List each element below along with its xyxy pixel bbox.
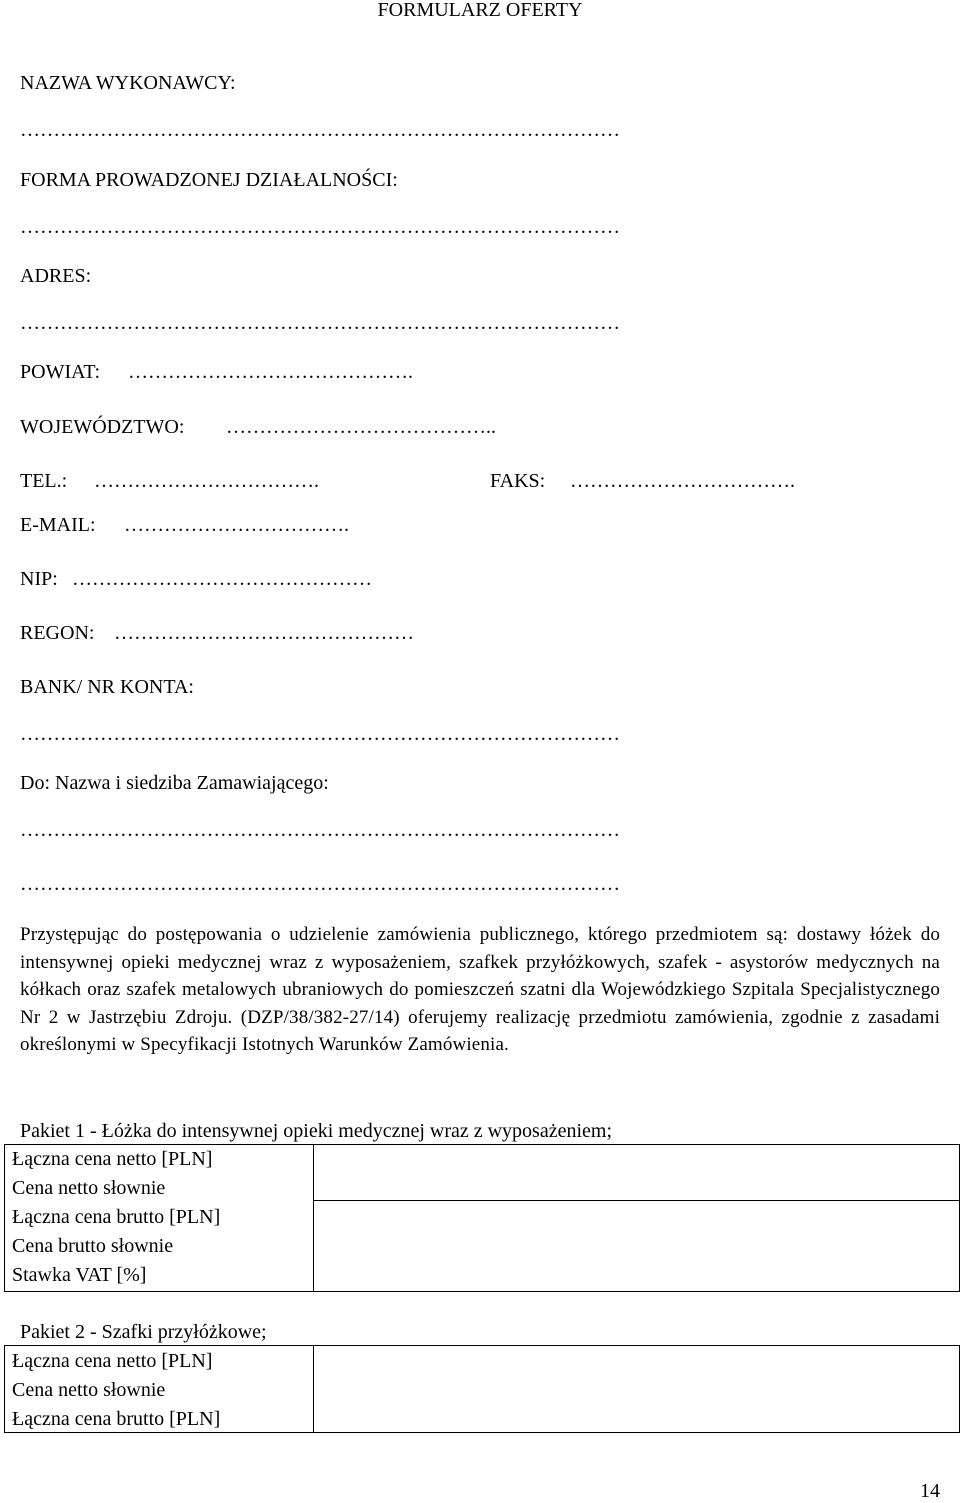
tel-label: TEL.: bbox=[20, 470, 68, 492]
wojewodztwo-field[interactable]: ………………………………….. bbox=[226, 416, 496, 438]
adres-field[interactable]: ……………………………………………………………………………… bbox=[20, 312, 620, 334]
pakiet2-title: Pakiet 2 - Szafki przyłóżkowe; bbox=[20, 1321, 267, 1343]
forma-field[interactable]: ……………………………………………………………………………… bbox=[20, 216, 620, 238]
regon-field[interactable]: ……………………………………… bbox=[114, 622, 414, 644]
wykonawca-label: NAZWA WYKONAWCY: bbox=[20, 72, 236, 94]
pakiet1-row-label: Cena brutto słownie bbox=[12, 1235, 174, 1257]
powiat-label: POWIAT: bbox=[20, 361, 101, 383]
nip-label: NIP: bbox=[20, 568, 58, 590]
forma-label: FORMA PROWADZONEJ DZIAŁALNOŚCI: bbox=[20, 169, 398, 191]
intro-paragraph: Przystępując do postępowania o udzielenie zamówienia publicznego, którego przedmiotem są: dostawy łóżek do intensywnej opieki medycznej wraz z wyposażeniem, szafkek przyłóżkowych, szafek - asystorów medycznych na kółkach oraz szafek metalowych ubraniowych do pomieszczeń szatni dla Wojewódzkiego Szpitala Specjalistycznego Nr 2 w Jastrzębiu Zdroju. (DZP/38/382-27/14) oferujemy realizację przedmiotu zamówienia, zgodnie z zasadami określonymi w Specyfikacji Istotnych Warunków Zamówienia. bbox=[20, 924, 940, 1055]
pakiet1-row-label: Cena netto słownie bbox=[12, 1177, 166, 1199]
powiat-field[interactable]: ……………………………………. bbox=[128, 361, 413, 383]
page-title: FORMULARZ OFERTY bbox=[377, 0, 583, 21]
faks-field[interactable]: ……………………………. bbox=[570, 470, 795, 492]
pakiet1-row-label: Łączna cena netto [PLN] bbox=[12, 1148, 213, 1170]
bank-label: BANK/ NR KONTA: bbox=[20, 676, 194, 698]
pakiet1-value-cell[interactable] bbox=[313, 1200, 960, 1292]
zamawiajacy-field-2[interactable]: ……………………………………………………………………………… bbox=[20, 873, 620, 895]
page-number: 14 bbox=[920, 1480, 940, 1502]
nip-field[interactable]: ……………………………………… bbox=[72, 568, 372, 590]
pakiet1-value-cell[interactable] bbox=[313, 1144, 960, 1201]
wojewodztwo-label: WOJEWÓDZTWO: bbox=[20, 416, 185, 438]
email-field[interactable]: ……………………………. bbox=[124, 514, 349, 536]
adres-label: ADRES: bbox=[20, 265, 92, 287]
pakiet2-row-label: Łączna cena netto [PLN] bbox=[12, 1350, 213, 1372]
pakiet1-row-label: Stawka VAT [%] bbox=[12, 1264, 147, 1286]
regon-label: REGON: bbox=[20, 622, 95, 644]
tel-field[interactable]: ……………………………. bbox=[94, 470, 319, 492]
bank-field[interactable]: ……………………………………………………………………………… bbox=[20, 723, 620, 745]
faks-label: FAKS: bbox=[490, 470, 546, 492]
zamawiajacy-field-1[interactable]: ……………………………………………………………………………… bbox=[20, 819, 620, 841]
pakiet2-value-cell[interactable] bbox=[313, 1345, 960, 1433]
pakiet1-row-label: Łączna cena brutto [PLN] bbox=[12, 1206, 221, 1228]
zamawiajacy-label: Do: Nazwa i siedziba Zamawiającego: bbox=[20, 772, 329, 794]
wykonawca-field[interactable]: ……………………………………………………………………………… bbox=[20, 119, 620, 141]
email-label: E-MAIL: bbox=[20, 514, 96, 536]
pakiet2-row-label: Cena netto słownie bbox=[12, 1379, 166, 1401]
pakiet1-title: Pakiet 1 - Łóżka do intensywnej opieki medycznej wraz z wyposażeniem; bbox=[20, 1120, 613, 1142]
pakiet2-row-label: Łączna cena brutto [PLN] bbox=[12, 1408, 221, 1430]
